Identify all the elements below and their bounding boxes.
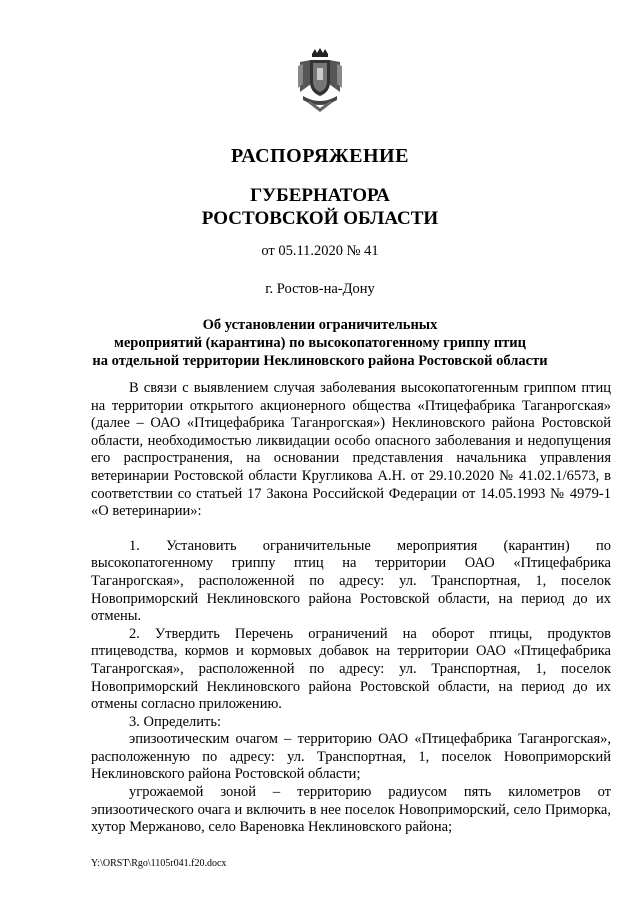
document-title: РАСПОРЯЖЕНИЕ [231, 145, 409, 167]
subject-line-2: мероприятий (карантина) по высокопатогенному гриппу птиц [113, 335, 527, 351]
document-city: г. Ростов-на-Дону [265, 281, 375, 297]
preamble-paragraph: В связи с выявлением случая заболевания высокопатогенным гриппом птиц на территории открытого акционерного общества «Птицефабрика Таганрогская» (далее – ОАО «Птицефабрика Таганрогская») Неклиновского района Ростовской области, необходимостью ликвидации особо опасного заболевания и недопущения его распространения, на основании представления начальника управления ветеринарии Ростовской области Кругликова А.Н. от 29.10.2020 № 41.02.1/6573, в соответствии со статьей 17 Закона Российской Федерации от 14.05.1993 № 4979-1 «О ветеринарии»: [91, 380, 611, 520]
document-subject [90, 316, 550, 370]
issuer-line-1: ГУБЕРНАТОРА [250, 185, 390, 206]
clause-3-zone-paragraph: угрожаемой зоной – территорию радиусом пять километров от эпизоотического очага и включить в нее поселок Новоприморский, село Приморка, хутор Мержаново, село Вареновка Неклиновского района; [91, 784, 611, 836]
document-date-number: от 05.11.2020 № 41 [261, 243, 379, 259]
document-body [91, 380, 611, 837]
clause-1-paragraph: 1. Установить ограничительные мероприятия (карантин) по высокопатогенному гриппу птиц на территории ОАО «Птицефабрика Таганрогская», расположенной по адресу: ул. Транспортная, 1, поселок Новоприморский Неклиновского района Ростовской области, на период до их отмены. [91, 537, 611, 625]
clause-3-paragraph: 3. Определить: [129, 713, 222, 730]
subject-line-1: Об установлении ограничительных [202, 317, 438, 333]
subject-line-3: на отдельной территории Неклиновского района Ростовской области [92, 353, 548, 369]
clause-3-focus-paragraph: эпизоотическим очагом – территорию ОАО «Птицефабрика Таганрогская», расположенную по адресу: ул. Транспортная, 1, поселок Новоприморский Неклиновского района Ростовской области; [91, 731, 611, 783]
coat-of-arms-icon [297, 48, 343, 114]
file-path-footer: Y:\ORST\Rgo\1105r041.f20.docx [91, 858, 227, 869]
clause-2-paragraph: 2. Утвердить Перечень ограничений на оборот птицы, продуктов птицеводства, кормов и кормовых добавок на территории ОАО «Птицефабрика Таганрогская», расположенной по адресу: ул. Транспортная, 1, поселок Новоприморский Неклиновского района Ростовской области, на период до их отмены согласно приложению. [91, 625, 611, 713]
issuer-line-2: РОСТОВСКОЙ ОБЛАСТИ [201, 208, 439, 229]
document-issuer [0, 184, 640, 230]
